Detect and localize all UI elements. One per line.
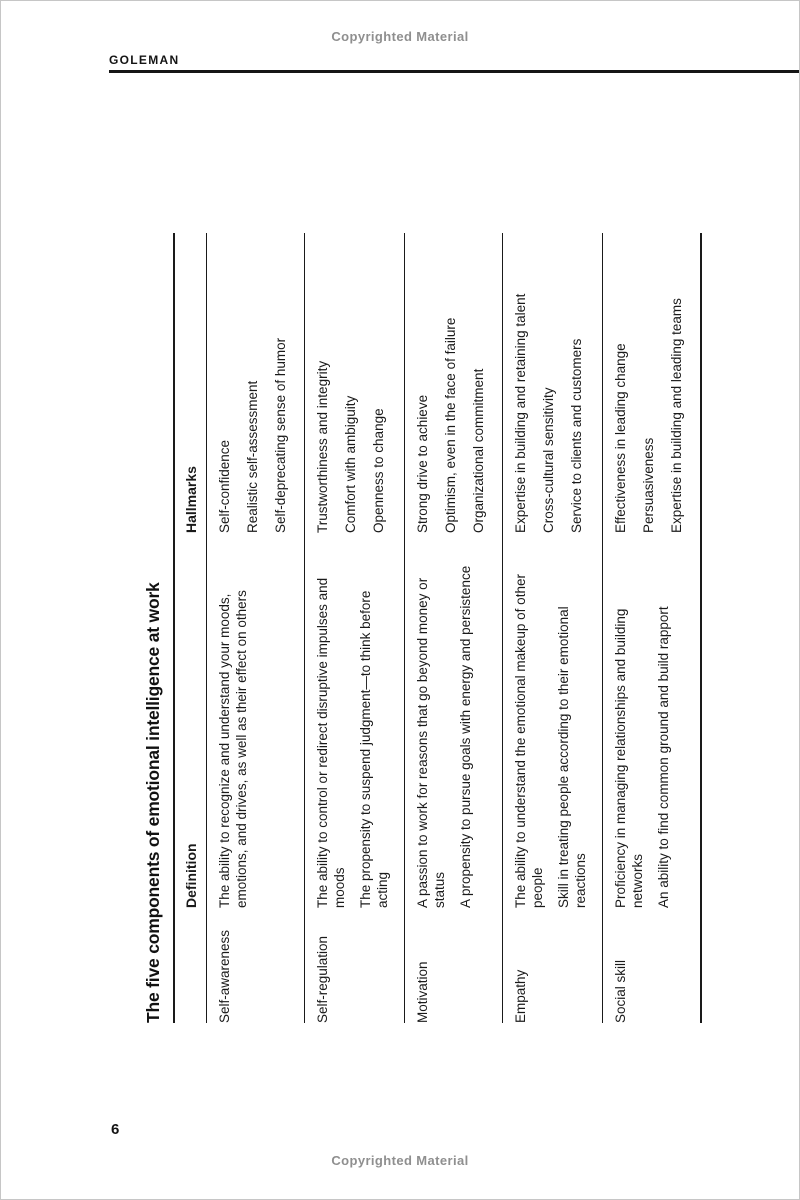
copyright-notice-bottom: Copyrighted Material xyxy=(331,1153,469,1168)
row-hallmarks xyxy=(512,233,596,533)
row-label: Empathy xyxy=(513,969,528,1023)
row-hallmarks xyxy=(612,233,696,533)
definition-paragraph: Proficiency in managing relationships and building networks xyxy=(613,608,645,908)
hallmark-item: Self-confidence xyxy=(217,439,232,533)
hallmark-item: Self-deprecating sense of humor xyxy=(273,337,288,533)
column-header-definition: Definition xyxy=(183,843,199,908)
row-hallmarks xyxy=(314,233,398,533)
header-rule xyxy=(109,70,799,73)
row-definition xyxy=(612,533,681,908)
definition-paragraph: The ability to control or redirect disruptive impulses and moods xyxy=(315,577,347,908)
definition-paragraph: A passion to work for reasons that go beyond money or status xyxy=(415,577,447,908)
row-label: Motivation xyxy=(415,961,430,1023)
hallmark-item: Effectiveness in leading change xyxy=(613,343,628,533)
table-row-empathy xyxy=(503,233,603,1023)
table-row-motivation xyxy=(405,233,503,1023)
definition-paragraph: An ability to find common ground and build rapport xyxy=(656,606,671,908)
header-spacer xyxy=(183,908,199,1023)
hallmark-item: Comfort with ambiguity xyxy=(343,395,358,533)
definition-paragraph: The ability to recognize and understand your moods, emotions, and drives, as well as their effect on others xyxy=(217,590,249,908)
row-definition xyxy=(512,533,598,908)
table-row-self-awareness xyxy=(207,233,305,1023)
row-definition xyxy=(216,533,259,908)
table-title: The five components of emotional intelligence at work xyxy=(143,582,163,1023)
definition-paragraph: The ability to understand the emotional makeup of other people xyxy=(513,574,545,908)
hallmark-item: Realistic self-assessment xyxy=(245,380,260,533)
hallmark-item: Service to clients and customers xyxy=(569,338,584,533)
row-definition xyxy=(414,533,483,908)
hallmark-item: Expertise in building and leading teams xyxy=(669,298,684,533)
hallmark-item: Persuasiveness xyxy=(641,437,656,533)
copyright-notice-top: Copyrighted Material xyxy=(331,29,469,44)
hallmark-item: Cross-cultural sensitivity xyxy=(541,387,556,533)
page-number: 6 xyxy=(111,1121,120,1138)
definition-paragraph: The propensity to suspend judgment—to think before acting xyxy=(358,590,390,908)
table-header-row xyxy=(173,233,207,1023)
table-row-social-skill xyxy=(603,233,702,1023)
hallmark-item: Trustworthiness and integrity xyxy=(315,360,330,533)
running-header-author: GOLEMAN xyxy=(109,53,180,67)
hallmark-item: Openness to change xyxy=(371,408,386,533)
table-row-self-regulation xyxy=(305,233,405,1023)
components-table xyxy=(143,233,703,1023)
row-label: Self-awareness xyxy=(217,929,232,1023)
row-definition xyxy=(314,533,400,908)
hallmark-item: Optimism, even in the face of failure xyxy=(443,317,458,533)
hallmark-item: Strong drive to achieve xyxy=(415,394,430,533)
hallmark-item: Expertise in building and retaining talent xyxy=(513,293,528,533)
column-header-hallmarks: Hallmarks xyxy=(183,466,199,533)
rotated-table-region xyxy=(143,233,703,1023)
hallmark-item: Organizational commitment xyxy=(471,368,486,533)
row-hallmarks xyxy=(216,233,300,533)
row-label: Self-regulation xyxy=(315,935,330,1023)
row-hallmarks xyxy=(414,233,498,533)
definition-paragraph: A propensity to pursue goals with energy and persistence xyxy=(458,565,473,908)
definition-paragraph: Skill in treating people according to their emotional reactions xyxy=(556,606,588,908)
row-label: Social skill xyxy=(613,959,628,1023)
